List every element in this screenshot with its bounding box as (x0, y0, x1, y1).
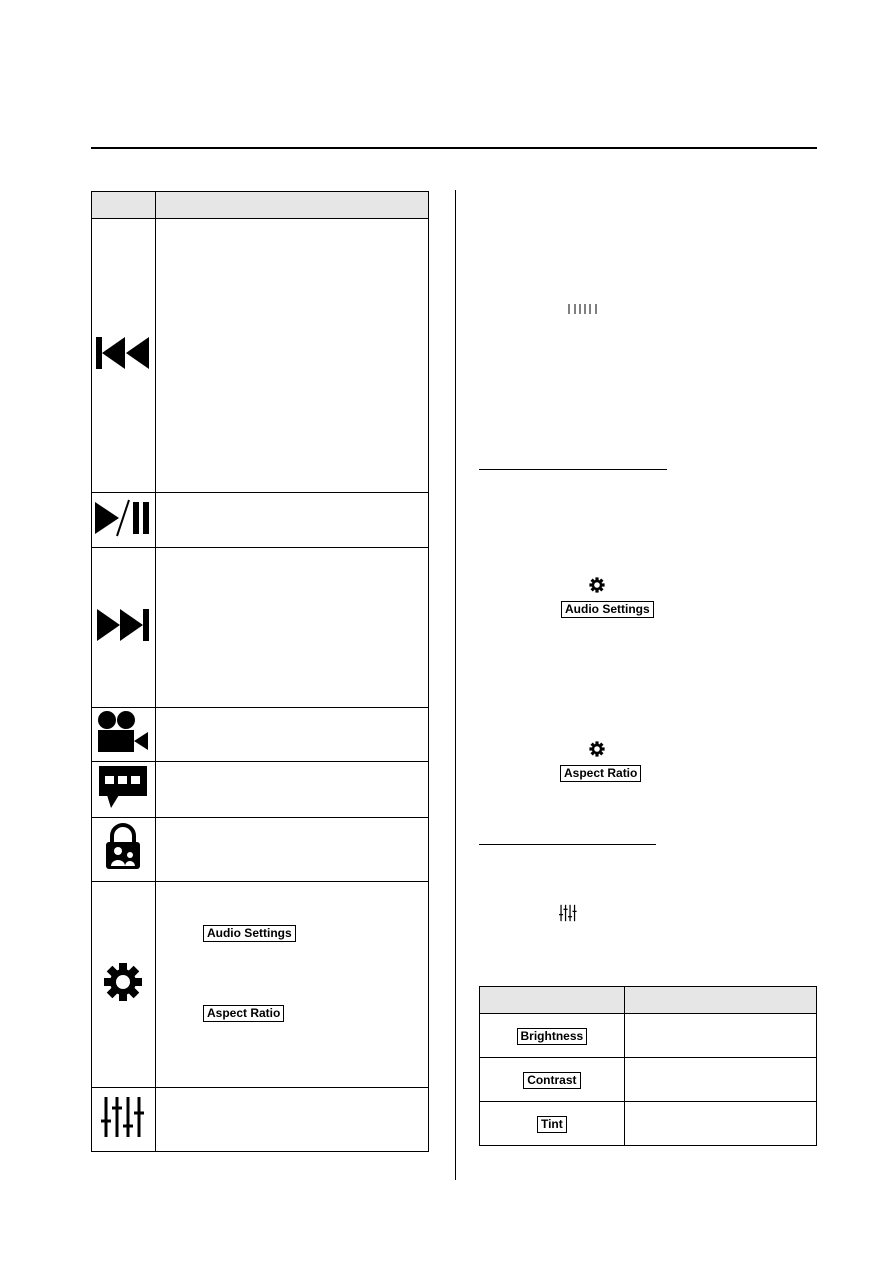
equalizer-description (155, 1088, 428, 1152)
equalizer-icon (559, 904, 577, 922)
camera-description (155, 708, 428, 762)
gear-icon (589, 741, 605, 757)
header-desc-cell (155, 192, 428, 219)
table-row (92, 219, 429, 493)
table-row (92, 708, 429, 762)
column-divider (455, 190, 456, 1180)
rewind-description (155, 219, 428, 493)
section-heading-underline-1 (479, 469, 667, 470)
icon-description-table (91, 191, 429, 1152)
table-row (92, 762, 429, 818)
table-row (480, 1014, 817, 1058)
parental-lock-icon[interactable] (103, 823, 143, 871)
aspect-ratio-label: Aspect Ratio (560, 765, 641, 782)
table-row (92, 882, 429, 1088)
table-header-row (92, 192, 429, 219)
table-row (92, 818, 429, 882)
table-row (480, 1102, 817, 1146)
aspect-ratio-label: Aspect Ratio (203, 1005, 284, 1022)
video-camera-icon[interactable] (96, 710, 150, 754)
skip-back-icon[interactable] (95, 335, 151, 371)
skip-forward-icon[interactable] (95, 607, 151, 643)
tint-label: Tint (537, 1116, 567, 1133)
subtitle-icon[interactable] (97, 764, 149, 810)
settings-description (155, 882, 428, 1088)
subtitle-description (155, 762, 428, 818)
picture-settings-table (479, 986, 817, 1146)
header-icon-cell (92, 192, 156, 219)
gear-icon (589, 577, 605, 593)
parental-lock-description (155, 818, 428, 882)
section-heading-underline-2 (479, 844, 656, 845)
table-row (92, 493, 429, 548)
equalizer-icon[interactable] (101, 1095, 145, 1139)
table-row (92, 1088, 429, 1152)
page-top-rule (91, 147, 817, 149)
table-row (480, 1058, 817, 1102)
contrast-label: Contrast (523, 1072, 580, 1089)
brightness-label: Brightness (517, 1028, 588, 1045)
gear-icon[interactable] (103, 962, 143, 1002)
table-row (92, 548, 429, 708)
audio-settings-label: Audio Settings (561, 601, 654, 618)
play-pause-icon[interactable] (93, 498, 153, 538)
fast-forward-description (155, 548, 428, 708)
equalizer-small-icon (568, 303, 600, 315)
table-header-row (480, 987, 817, 1014)
play-pause-description (155, 493, 428, 548)
audio-settings-label: Audio Settings (203, 925, 296, 942)
